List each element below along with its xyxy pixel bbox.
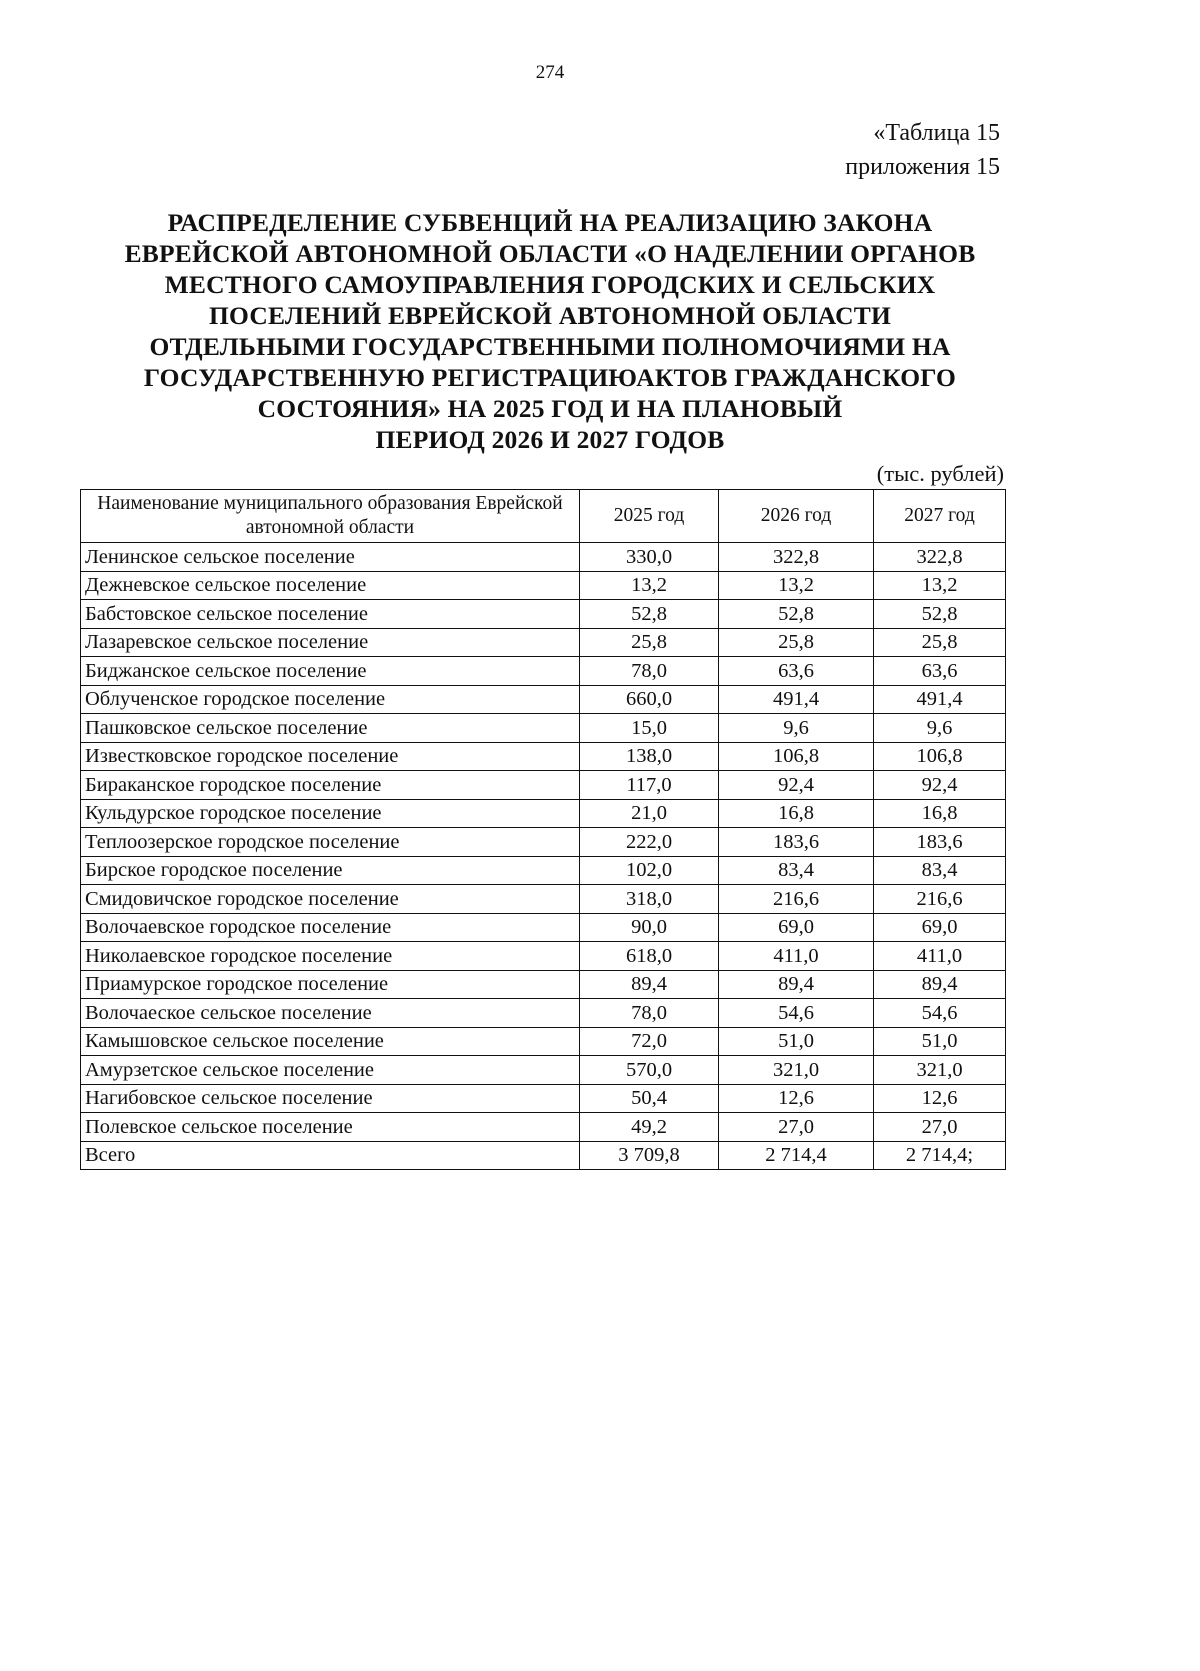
row-name-cell: Нагибовское сельское поселение (81, 1084, 580, 1113)
table-body (81, 543, 1006, 1170)
value-2025-cell: 25,8 (580, 628, 719, 657)
value-2027-cell: 183,6 (874, 828, 1006, 857)
table-row (81, 1056, 1006, 1085)
value-2026-cell: 52,8 (719, 600, 874, 629)
value-2025-cell: 660,0 (580, 685, 719, 714)
title-line: ЕВРЕЙСКОЙ АВТОНОМНОЙ ОБЛАСТИ «О НАДЕЛЕНИИ ОРГАНОВ (124, 239, 976, 268)
value-2026-cell: 13,2 (719, 571, 874, 600)
value-2027-cell: 27,0 (874, 1113, 1006, 1142)
table-row (81, 600, 1006, 629)
value-2027-cell: 52,8 (874, 600, 1006, 629)
table-reference (845, 116, 1000, 184)
total-label-cell: Всего (81, 1141, 580, 1170)
value-2025-cell: 72,0 (580, 1027, 719, 1056)
value-2025-cell: 618,0 (580, 942, 719, 971)
column-header-2027: 2027 год (874, 490, 1006, 543)
row-name-cell: Биджанское сельское поселение (81, 657, 580, 686)
table-row (81, 543, 1006, 572)
row-name-cell: Известковское городское поселение (81, 742, 580, 771)
title-line: МЕСТНОГО САМОУПРАВЛЕНИЯ ГОРОДСКИХ И СЕЛЬСКИХ (164, 270, 936, 299)
value-2026-cell: 89,4 (719, 970, 874, 999)
title-line: ПОСЕЛЕНИЙ ЕВРЕЙСКОЙ АВТОНОМНОЙ ОБЛАСТИ (209, 301, 891, 330)
total-2025-cell: 3 709,8 (580, 1141, 719, 1170)
value-2026-cell: 63,6 (719, 657, 874, 686)
value-2026-cell: 322,8 (719, 543, 874, 572)
table-row (81, 828, 1006, 857)
table-row (81, 885, 1006, 914)
row-name-cell: Бираканское городское поселение (81, 771, 580, 800)
column-header-name: Наименование муниципального образования Еврейской автономной области (81, 490, 580, 543)
row-name-cell: Бабстовское сельское поселение (81, 600, 580, 629)
row-name-cell: Приамурское городское поселение (81, 970, 580, 999)
value-2027-cell: 92,4 (874, 771, 1006, 800)
row-name-cell: Дежневское сельское поселение (81, 571, 580, 600)
value-2025-cell: 102,0 (580, 856, 719, 885)
value-2027-cell: 216,6 (874, 885, 1006, 914)
row-name-cell: Теплоозерское городское поселение (81, 828, 580, 857)
value-2027-cell: 12,6 (874, 1084, 1006, 1113)
value-2026-cell: 106,8 (719, 742, 874, 771)
value-2025-cell: 138,0 (580, 742, 719, 771)
value-2026-cell: 69,0 (719, 913, 874, 942)
row-name-cell: Пашковское сельское поселение (81, 714, 580, 743)
value-2027-cell: 106,8 (874, 742, 1006, 771)
table-row (81, 970, 1006, 999)
value-2027-cell: 89,4 (874, 970, 1006, 999)
value-2026-cell: 216,6 (719, 885, 874, 914)
value-2026-cell: 92,4 (719, 771, 874, 800)
value-2027-cell: 83,4 (874, 856, 1006, 885)
value-2026-cell: 183,6 (719, 828, 874, 857)
value-2026-cell: 54,6 (719, 999, 874, 1028)
value-2025-cell: 52,8 (580, 600, 719, 629)
value-2026-cell: 321,0 (719, 1056, 874, 1085)
table-row (81, 1113, 1006, 1142)
value-2025-cell: 90,0 (580, 913, 719, 942)
total-2026-cell: 2 714,4 (719, 1141, 874, 1170)
title-line: РАСПРЕДЕЛЕНИЕ СУБВЕНЦИЙ НА РЕАЛИЗАЦИЮ ЗАКОНА (167, 208, 933, 237)
table-row (81, 685, 1006, 714)
title-line: ГОСУДАРСТВЕННУЮ РЕГИСТРАЦИЮАКТОВ ГРАЖДАНСКОГО (143, 363, 957, 392)
value-2025-cell: 15,0 (580, 714, 719, 743)
row-name-cell: Смидовичское городское поселение (81, 885, 580, 914)
value-2026-cell: 491,4 (719, 685, 874, 714)
table-row (81, 913, 1006, 942)
value-2026-cell: 27,0 (719, 1113, 874, 1142)
table-row (81, 571, 1006, 600)
value-2027-cell: 69,0 (874, 913, 1006, 942)
table-row (81, 742, 1006, 771)
value-2025-cell: 570,0 (580, 1056, 719, 1085)
row-name-cell: Амурзетское сельское поселение (81, 1056, 580, 1085)
document-title (80, 207, 1020, 455)
value-2026-cell: 411,0 (719, 942, 874, 971)
value-2027-cell: 16,8 (874, 799, 1006, 828)
units-label: (тыс. рублей) (876, 461, 1004, 486)
value-2025-cell: 318,0 (580, 885, 719, 914)
value-2025-cell: 330,0 (580, 543, 719, 572)
table-row (81, 942, 1006, 971)
table-row (81, 856, 1006, 885)
value-2026-cell: 83,4 (719, 856, 874, 885)
row-name-cell: Ленинское сельское поселение (81, 543, 580, 572)
table-row (81, 1027, 1006, 1056)
value-2026-cell: 9,6 (719, 714, 874, 743)
subvention-table (80, 489, 1006, 1170)
page-number: 274 (535, 62, 565, 83)
value-2026-cell: 12,6 (719, 1084, 874, 1113)
value-2027-cell: 321,0 (874, 1056, 1006, 1085)
title-line: ПЕРИОД 2026 И 2027 ГОДОВ (375, 425, 725, 454)
value-2025-cell: 50,4 (580, 1084, 719, 1113)
row-name-cell: Облученское городское поселение (81, 685, 580, 714)
title-line: СОСТОЯНИЯ» НА 2025 ГОД И НА ПЛАНОВЫЙ (257, 394, 843, 423)
row-name-cell: Лазаревское сельское поселение (81, 628, 580, 657)
value-2027-cell: 63,6 (874, 657, 1006, 686)
value-2025-cell: 21,0 (580, 799, 719, 828)
table-row (81, 799, 1006, 828)
value-2025-cell: 117,0 (580, 771, 719, 800)
row-name-cell: Кульдурское городское поселение (81, 799, 580, 828)
row-name-cell: Полевское сельское поселение (81, 1113, 580, 1142)
table-row (81, 1084, 1006, 1113)
row-name-cell: Бирское городское поселение (81, 856, 580, 885)
table-row (81, 771, 1006, 800)
value-2026-cell: 51,0 (719, 1027, 874, 1056)
value-2027-cell: 51,0 (874, 1027, 1006, 1056)
title-line: ОТДЕЛЬНЫМИ ГОСУДАРСТВЕННЫМИ ПОЛНОМОЧИЯМИ НА (149, 332, 951, 361)
row-name-cell: Камышовское сельское поселение (81, 1027, 580, 1056)
value-2025-cell: 13,2 (580, 571, 719, 600)
table-row (81, 714, 1006, 743)
total-row (81, 1141, 1006, 1170)
row-name-cell: Волочаевское городское поселение (81, 913, 580, 942)
table-reference-line-1: «Таблица 15 (873, 120, 1000, 146)
table-reference-line-2: приложения 15 (845, 154, 1000, 180)
value-2025-cell: 49,2 (580, 1113, 719, 1142)
value-2025-cell: 222,0 (580, 828, 719, 857)
value-2026-cell: 16,8 (719, 799, 874, 828)
value-2026-cell: 25,8 (719, 628, 874, 657)
row-name-cell: Николаевское городское поселение (81, 942, 580, 971)
value-2027-cell: 13,2 (874, 571, 1006, 600)
value-2027-cell: 25,8 (874, 628, 1006, 657)
value-2025-cell: 78,0 (580, 999, 719, 1028)
row-name-cell: Волочаеское сельское поселение (81, 999, 580, 1028)
value-2025-cell: 89,4 (580, 970, 719, 999)
table-row (81, 628, 1006, 657)
value-2027-cell: 9,6 (874, 714, 1006, 743)
column-header-2026: 2026 год (719, 490, 874, 543)
value-2027-cell: 411,0 (874, 942, 1006, 971)
table-header-row (81, 490, 1006, 543)
value-2027-cell: 491,4 (874, 685, 1006, 714)
value-2025-cell: 78,0 (580, 657, 719, 686)
value-2027-cell: 54,6 (874, 999, 1006, 1028)
table-row (81, 657, 1006, 686)
value-2027-cell: 322,8 (874, 543, 1006, 572)
table-row (81, 999, 1006, 1028)
column-header-2025: 2025 год (580, 490, 719, 543)
total-2027-cell: 2 714,4; (874, 1141, 1006, 1170)
